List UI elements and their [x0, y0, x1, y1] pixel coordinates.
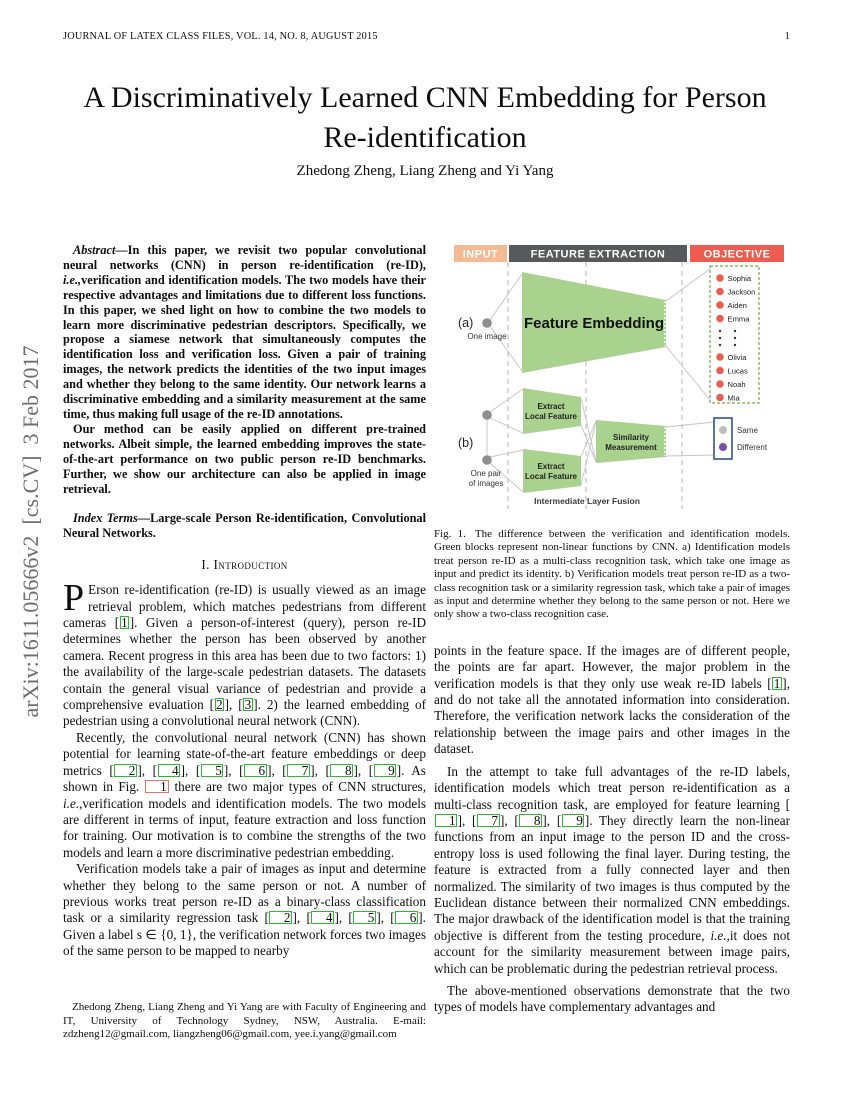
caption-label: Fig. 1. [434, 528, 466, 540]
citation-6[interactable]: 6 [395, 911, 418, 924]
drop-cap: P [63, 577, 85, 620]
similarity-label-line2: Measurement [605, 443, 657, 452]
same-label: Same [737, 426, 758, 436]
journal-header: JOURNAL OF LATEX CLASS FILES, VOL. 14, NO. 8, AUGUST 2015 [63, 31, 378, 42]
ie-italic: i.e., [63, 795, 83, 811]
different-label: Different [737, 443, 768, 453]
citation-1[interactable]: 1 [435, 814, 458, 827]
input-bar-label: INPUT [462, 248, 499, 261]
same-dot [719, 426, 727, 434]
right-paragraph-1: points in the feature space. If the images are of different people, the points are far apart. However, the major problem in the verification models is that they only use weak re-ID labels [ 1 ], and do not take all the annotated information into consideration. Therefore, the verification network lacks the consideration of the relationship between the image pairs and other images in the dataset. [434, 642, 790, 757]
identity-aiden: Aiden [727, 301, 747, 310]
index-terms-text: Large-scale Person Re-identification, Convolutional Neural Networks. [63, 511, 426, 541]
right-column [434, 243, 790, 1016]
citation-1[interactable]: 1 [773, 675, 781, 691]
paper-title: A Discriminatively Learned CNN Embedding for Person Re-identification [83, 81, 767, 154]
extract-label-top-line1: Extract [537, 402, 565, 411]
figure-1-diagram [454, 245, 784, 511]
intro-paragraph-2: Recently, the convolutional neural network (CNN) has shown potential for learning state-of-the-art feature embeddings or deep metrics [ 2 ], [ 4 ], [ 5 ], [ 6 ], [ 7 ], [ 8 ], [ 9 ]. As shown in Fig. 1 there are two major types of CNN structures, i.e.,verification models and identification models. The two models are different in terms of input, feature extraction and loss function for training. Our motivation is to combine the strengths of the two models and learn a more discriminative pedestrian embedding. [63, 729, 426, 860]
citation-9[interactable]: 9 [374, 764, 397, 777]
citation-2[interactable]: 2 [216, 697, 223, 713]
citation-3[interactable]: 3 [244, 697, 252, 713]
figure-1-caption [434, 528, 790, 622]
citation-8[interactable]: 8 [519, 814, 542, 827]
author-footnote: Zhedong Zheng, Liang Zheng and Yi Yang are with Faculty of Engineering and IT, University of Technology Sydney, NSW, Australia. E-mail: zdzheng12@gmail.com, liangzheng06@gmail.com, yee.i.yang@gmail.com [63, 1001, 426, 1041]
extract-local-feature-block-bottom [523, 449, 581, 493]
similarity-label-line1: Similarity [612, 433, 650, 442]
extract-label-bottom-line2: Local Feature [524, 472, 578, 481]
index-terms-label: Index Terms— [73, 511, 151, 526]
different-dot [719, 443, 727, 451]
citation-6[interactable]: 6 [244, 764, 267, 777]
feature-extraction-bar-label: FEATURE EXTRACTION [530, 248, 666, 261]
identity-mia: Mia [727, 393, 740, 403]
verification-output-box [714, 418, 732, 459]
figure-1 [454, 245, 784, 511]
arxiv-sidebar [18, 268, 44, 795]
index-terms [63, 511, 426, 541]
intermediate-layer-fusion-label: Intermediate Layer Fusion [534, 496, 640, 506]
pair-image-dot-1 [482, 410, 492, 420]
citation-2[interactable]: 2 [114, 764, 137, 777]
citation-1[interactable]: 1 [121, 615, 128, 631]
running-header [63, 31, 790, 42]
citation-4[interactable]: 4 [158, 764, 181, 777]
page-number: 1 [784, 31, 790, 42]
arxiv-stamp: arXiv:1611.05666v2 [cs.CV] 3 Feb 2017 [18, 345, 43, 718]
ie-italic: i.e., [710, 927, 730, 943]
pair-image-dot-2 [482, 455, 492, 465]
citation-7[interactable]: 7 [477, 814, 500, 827]
objective-bar-label: OBJECTIVE [703, 248, 771, 261]
right-paragraph-2: In the attempt to take full advantages of the re-ID labels, identification models which treat person re-identification as a multi-class recognition task, are employed for feature learning [1 ], [ 7 ], [ 8 ], [ 9 ]. They directly learn the non-linear functions from an input image to the person ID and the cross-entropy loss is used following the final layer. During testing, the feature is extracted from a fully connected layer and then normalized. The similarity of two images is thus computed by the Euclidean distance between their normalized CNN embeddings. The major drawback of the identification model is that the training objective is different from the testing procedure, i.e.,it does not account for the similarity measurement between image pairs, which can be problematic during the pedestrian retrieval process. [434, 763, 790, 976]
identity-noah: Noah [727, 380, 746, 389]
identity-lucas: Lucas [727, 366, 748, 376]
citation-7[interactable]: 7 [287, 764, 310, 777]
citation-5[interactable]: 5 [201, 764, 224, 777]
abstract-ie: i.e., [63, 272, 82, 287]
identity-jackson: Jackson [727, 287, 756, 297]
math-expression: s ∈ {0, 1} [136, 926, 193, 942]
abstract-paragraph-2: Our method can be easily applied on different pre-trained networks. Albeit simple, the learned embedding improves the state-of-the-art performance on two public person re-ID benchmarks. Further, we show our architecture can also be applied in image retrieval. [63, 421, 426, 496]
intro-paragraph-1: P Erson re-identification (re-ID) is usually viewed as an image retrieval problem, which matches pedestrians from different cameras [ 1 ]. Given a person-of-interest (query), person re-ID determines whether the person has been observed by another camera. Recent progress in this area has been due to two factors: 1) the availability of the large-scale pedestrian datasets. The datasets contain the general visual variance of pedestrian and provide a comprehensive evaluation [ 2 ], [ 3 ]. 2) the learned embedding of pedestrian using a convolutional neural network (CNN). [63, 577, 427, 729]
figure-1-reference[interactable]: 1 [145, 780, 169, 793]
intro-paragraph-3: Verification models take a pair of images as input and determine whether they belong to the same person or not. A number of previous works treat person re-ID as a binary-class classification task or a similarity regression task [ 2 ], [ 4 ], [ 5 ], [ 6 ]. Given a label s ∈ {0, 1}, the verification network forces two images of the same person to be mapped to nearby [63, 861, 426, 959]
extract-label-bottom-line1: Extract [537, 462, 565, 471]
extract-label-top-line2: Local Feature [524, 412, 578, 421]
section-heading-introduction: I. Introduction [201, 557, 288, 573]
abstract-label: Abstract— [73, 243, 128, 257]
identity-olivia: Olivia [727, 353, 747, 362]
right-paragraph-3: The above-mentioned observations demonstrate that the two types of models have complementary advantages and [434, 982, 790, 1015]
citation-9[interactable]: 9 [562, 814, 585, 827]
one-image-label: One image [467, 332, 507, 341]
abstract-text: In this paper, we revisit two popular convolutional neural networks (CNN) in person re-identification (re-ID), [63, 243, 426, 272]
subfigure-a-label: (a) [458, 316, 474, 330]
citation-8[interactable]: 8 [330, 764, 353, 777]
identity-sophia: Sophia [727, 274, 752, 283]
identity-emma: Emma [727, 314, 750, 324]
caption-text: The difference between the verification and identification models. Green blocks represent non-linear functions by CNN. a) Identification models treat person re-ID as a multi-class recognition task, which take one image as input and predict its identity. b) Verification models treat person re-ID as a two-class recognition task or a similarity regression task, which take a pair of images as input and determine whether they belong to the same person or not. Here we only show a two-class recognition case. [434, 528, 790, 621]
abstract-paragraph-1 [63, 243, 426, 422]
left-column [63, 243, 426, 960]
one-pair-label-line1: One pair [470, 469, 502, 478]
feature-embedding-label: Feature Embedding [523, 315, 665, 332]
citation-4[interactable]: 4 [311, 911, 334, 924]
one-image-dot [482, 318, 492, 328]
authors: Zhedong Zheng, Liang Zheng and Yi Yang [296, 163, 554, 179]
citation-5[interactable]: 5 [353, 911, 376, 924]
one-pair-label-line2: of images [468, 479, 504, 488]
extract-local-feature-block-top [523, 388, 581, 434]
citation-2[interactable]: 2 [269, 911, 292, 924]
subfigure-b-label: (b) [458, 436, 474, 450]
abstract-text: verification and identification models. The two models have their respective advantages and limitations due to different loss functions. In this paper, we shed light on how to combine the two models to learn more discriminative pedestrian descriptors. Specifically, we propose a siamese network that simultaneously computes the identification loss and verification loss. Given a pair of training images, the network predicts the identities of the two input images and whether they belong to the same identity. Our network learns a discriminative embedding and a similarity measurement at the same time, thus making full usage of the re-ID annotations. [63, 272, 426, 421]
